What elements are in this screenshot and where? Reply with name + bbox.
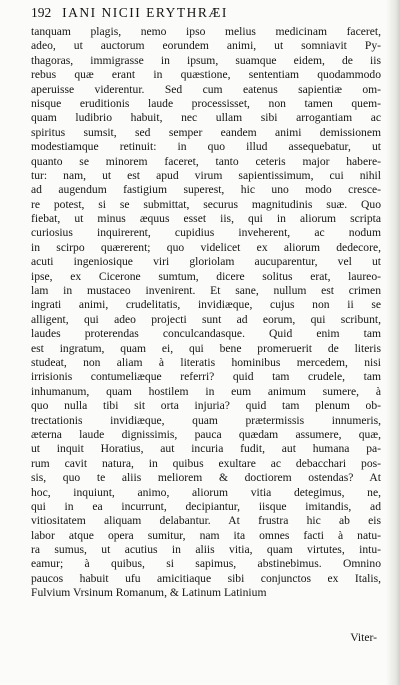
text-line: fiebat, ut minus æquus esset iis, qui in aliorum scripta [31, 212, 381, 226]
text-line: tur: nam, ut est apud virum sapientissimum, cui nihil [31, 168, 381, 182]
text-line: quanto se minorem faceret, tanto ceteris major habere- [31, 154, 381, 168]
running-header [31, 5, 376, 25]
text-line: ingrati animi, crudelitatis, invidiæque, cujus non ii se [31, 298, 381, 312]
text-line: aperuisse viderentur. Sed cum eatenus sapientiæ om- [31, 82, 381, 96]
text-line: studeat, non aliam à literatis hominibus mercedem, nisi [31, 355, 381, 369]
text-line: rum cavit natura, in quibus exultare ac debacchari pos- [31, 456, 381, 470]
page-number: 192 [31, 5, 52, 20]
text-line: curiosius inquirerent, cupidius inveherent, ac nodum [31, 226, 381, 240]
catchword: Viter- [350, 631, 377, 644]
text-line: tanquam plagis, nemo ipso melius medicinam faceret, [31, 25, 381, 38]
text-line: acuti ingeniosique viri gloriolam aucuparentur, vel ut [31, 255, 381, 269]
text-line: thagoras, immigrasse in ipsum, suamque eidem, de iis [31, 53, 381, 67]
text-line: qui in ea incurrunt, decipiantur, iisque imitandis, ad [31, 499, 381, 513]
text-line: hoc, inquiunt, animo, aliorum vitia detegimus, ne, [31, 485, 381, 499]
text-line: vitiositatem aliquam delabantur. At frustra hic ab eis [31, 514, 381, 528]
text-line: modestiamque retinuit: in quo illud assequebatur, ut [31, 140, 381, 154]
running-title: IANI NICII ERYTHRÆI [62, 5, 228, 20]
text-line: quo nulla tibi sit orta injuria? quid tam plenum ob- [31, 399, 381, 413]
text-line: lam in mustaceo invenirent. Et sane, nullum est crimen [31, 284, 381, 298]
text-line: ipse, ex Cicerone sumtum, dicere solitus erat, laureo- [31, 269, 381, 283]
text-line: Fulvium Vrsinum Romanum, & Latinum Latinium [31, 586, 267, 600]
text-line: in scirpo quærerent; quo videlicet ex aliorum dedecore, [31, 240, 381, 254]
body-text [31, 25, 381, 601]
text-line: sis, quo te aliis meliorem & doctiorem ostendas? At [31, 471, 381, 485]
text-line: trectationis invidiæque, quam prætermissis innumeris, [31, 413, 381, 427]
text-line: laudes proterendas conculcandasque. Quid enim tam [31, 327, 381, 341]
text-line: re potest, si se submittat, securus magnitudinis suæ. Quo [31, 197, 381, 211]
text-line: paucos habuit ufu amicitiaque sibi conjunctos ex Italis, [31, 571, 381, 585]
text-line: adeo, ut auctorum eorundem animi, ut somniavit Py- [31, 39, 381, 53]
text-line: ad augendum fastigium superest, hic uno modo cresce- [31, 183, 381, 197]
text-line: æterna laude dignissimis, pauca quædam assumere, quæ, [31, 427, 381, 441]
text-line: ut inquit Horatius, aut incuria fudit, aut humana pa- [31, 442, 381, 456]
text-line: spiritus sumsit, sed semper eandem animi demissionem [31, 125, 381, 139]
text-line: ra sumus, ut acutius in aliis vitia, quam virtutes, intu- [31, 543, 381, 557]
text-line: eamur; à quibus, si sapimus, abstinebimus. Omnino [31, 557, 381, 571]
text-line: rebus quæ erant in quæstione, sententiam quodammodo [31, 68, 381, 82]
text-line: irrisionis contumeliæque referri? quid tam crudele, tam [31, 370, 381, 384]
text-line: quam ludibrio habuit, nec ullam sibi arrogantiam ac [31, 111, 381, 125]
text-line: est ingratum, quam ei, qui bene promeruerit de literis [31, 341, 381, 355]
text-line: inhumanum, quam hostilem in eum animum sumere, à [31, 384, 381, 398]
page-gutter-shadow [386, 0, 400, 685]
text-line: alligent, qui adeo projecti sunt ad eorum, qui scribunt, [31, 312, 381, 326]
text-line: labor atque opera sumitur, nam ita omnes facti à natu- [31, 528, 381, 542]
text-line: nisque eruditionis laude processisset, non tamen quem- [31, 96, 381, 110]
